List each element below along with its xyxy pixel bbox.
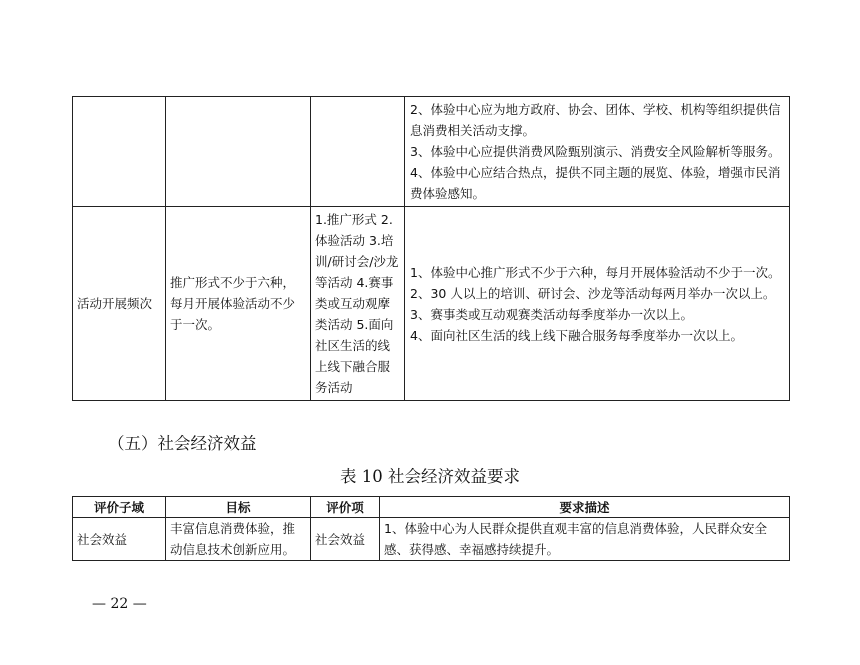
- column-header: 要求描述: [380, 497, 790, 518]
- requirement-line: 4、体验中心应结合热点，提供不同主题的展览、体验，增强市民消费体验感知。: [410, 165, 781, 201]
- column-header: 评价子域: [73, 497, 166, 518]
- domain-cell: 活动开展频次: [73, 207, 166, 401]
- table-header-row: [73, 497, 790, 518]
- requirement-description-cell: 1、体验中心为人民群众提供直观丰富的信息消费体验，人民群众安全感、获得感、幸福感持续提升。: [380, 518, 790, 561]
- requirement-line: 1、体验中心推广形式不少于六种，每月开展体验活动不少于一次。: [410, 264, 781, 280]
- table-caption: 表 10 社会经济效益要求: [340, 467, 520, 486]
- social-economic-benefit-table: [72, 496, 790, 561]
- requirement-line: 3、体验中心应提供消费风险甄别演示、消费安全风险解析等服务。: [410, 144, 781, 159]
- requirement-line: 2、30 人以上的培训、研讨会、沙龙等活动每两月举办一次以上。: [410, 285, 776, 301]
- evaluation-item-cell: 社会效益: [311, 518, 380, 561]
- column-header: 评价项: [311, 497, 380, 518]
- page-number: — 22 —: [92, 596, 147, 612]
- item-cell-empty: [311, 97, 405, 207]
- requirement-line: 2、体验中心应为地方政府、协会、团体、学校、机构等组织提供信息消费相关活动支撑。: [410, 102, 781, 138]
- requirement-description-cell: [405, 207, 790, 401]
- domain-cell-empty: [73, 97, 166, 207]
- target-cell: 推广形式不少于六种，每月开展体验活动不少于一次。: [166, 207, 311, 401]
- section-heading: （五）社会经济效益: [108, 434, 257, 453]
- evaluation-item-cell: 1.推广形式 2.体验活动 3.培训/研讨会/沙龙等活动 4.赛事类或互动观摩类活动 5.面向社区生活的线上线下融合服务活动: [311, 207, 405, 401]
- table-row: [73, 207, 790, 401]
- requirement-line: 4、面向社区生活的线上线下融合服务每季度举办一次以上。: [410, 327, 743, 343]
- column-header: 目标: [166, 497, 311, 518]
- evaluation-table-continued: [72, 96, 790, 401]
- requirement-description-cell: [405, 97, 790, 207]
- table-row: [73, 97, 790, 207]
- target-cell: 丰富信息消费体验，推动信息技术创新应用。: [166, 518, 311, 561]
- target-cell-empty: [166, 97, 311, 207]
- requirement-line: 3、赛事类或互动观赛类活动每季度举办一次以上。: [410, 306, 693, 322]
- domain-cell: 社会效益: [73, 518, 166, 561]
- table-row: [73, 518, 790, 561]
